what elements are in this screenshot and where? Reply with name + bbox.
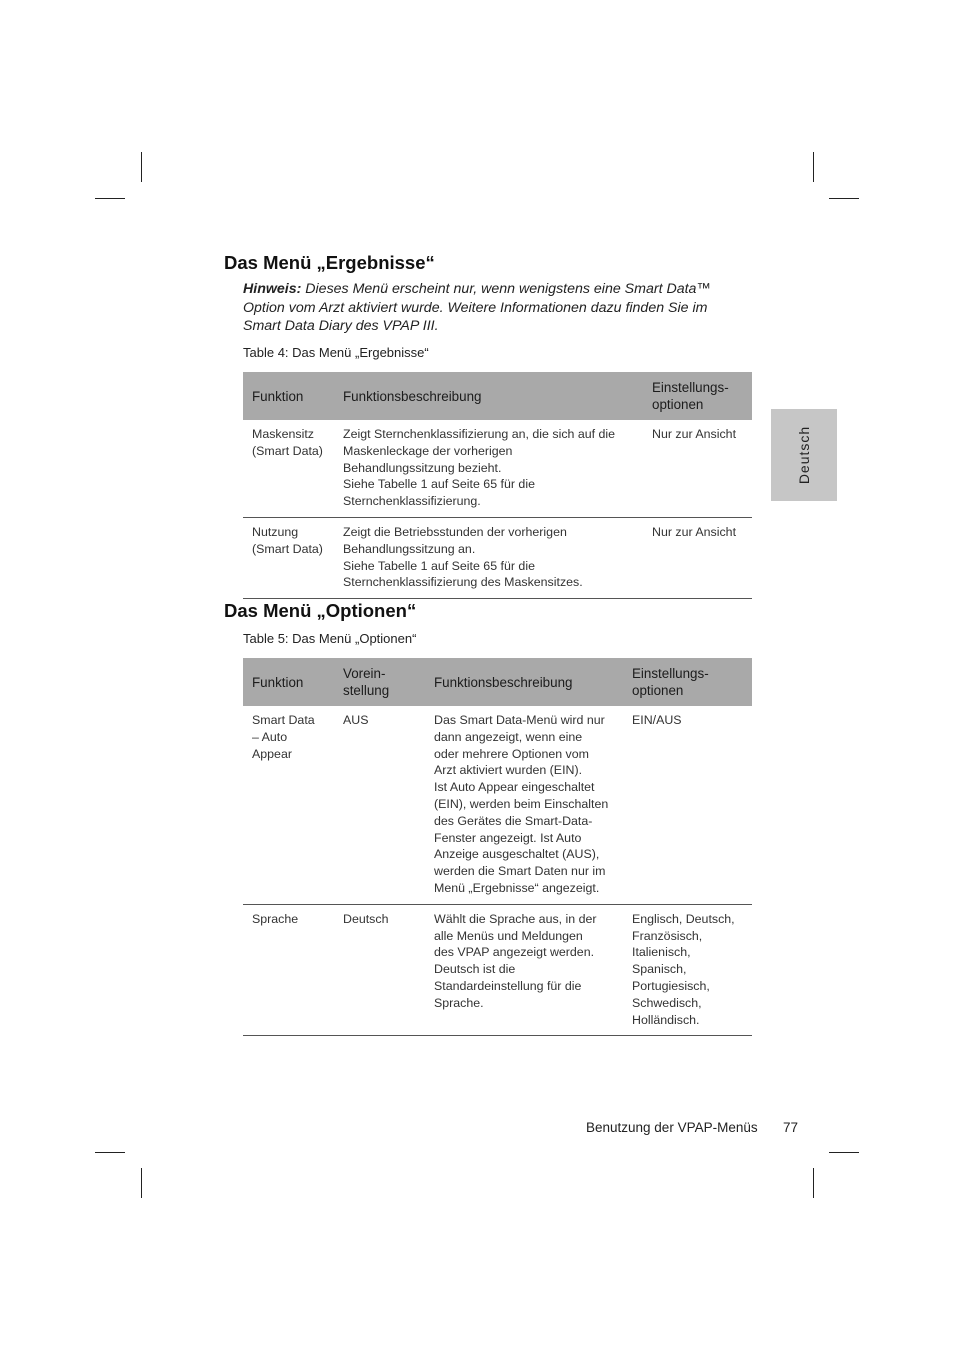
table-row (243, 706, 752, 904)
language-side-tab-label: Deutsch (796, 425, 812, 485)
table-cell: Smart Data – Auto Appear (252, 713, 315, 761)
crop-mark (141, 152, 142, 182)
table-cell: Nutzung (Smart Data) (252, 524, 323, 556)
table-cell: Englisch, Deutsch, Französisch, Italienisch, Spanisch, Portugiesisch, Schwedisch, Holländisch. (632, 911, 735, 1027)
column-header: Funktionsbeschreibung (334, 372, 643, 420)
table-cell: EIN/AUS (632, 713, 682, 727)
table-cell: Zeigt Sternchenklassifizierung an, die sich auf die Maskenleckage der vorherigen Behandlungssitzung bezieht. Siehe Tabelle 1 auf Seite 65 für die Sternchenklassifizierung. (343, 427, 616, 509)
footer-chapter-title: Benutzung der VPAP-Menüs (586, 1120, 758, 1135)
table-cell: Deutsch (343, 911, 389, 926)
table-cell: Zeigt die Betriebsstunden der vorherigen Behandlungssitzung an. Siehe Tabelle 1 auf Seite 65 für die Sternchenklassifizierung des Maskensitzes. (343, 524, 583, 590)
note-label: Hinweis: (243, 281, 302, 297)
crop-mark (813, 152, 814, 182)
column-header: Funktionsbeschreibung (425, 658, 623, 706)
section-heading-ergebnisse: Das Menü „Ergebnisse“ (224, 252, 435, 273)
crop-mark (95, 1152, 125, 1153)
column-header: Funktion (243, 658, 334, 706)
table-cell: Sprache (252, 911, 299, 926)
table-cell: Maskensitz (Smart Data) (252, 427, 323, 458)
crop-mark (829, 1152, 859, 1153)
crop-mark (95, 198, 125, 199)
column-header: Vorein- stellung (334, 658, 425, 706)
table-cell: Nur zur Ansicht (652, 427, 737, 441)
table-ergebnisse (243, 372, 752, 599)
table-caption-5: Table 5: Das Menü „Optionen“ (243, 631, 417, 646)
table-cell: AUS (343, 713, 369, 727)
page-number: 77 (783, 1120, 799, 1135)
table-row (243, 517, 752, 598)
table-optionen (243, 658, 752, 1036)
column-header: Einstellungs- optionen (623, 658, 752, 706)
note-paragraph (243, 280, 743, 336)
crop-mark (829, 198, 859, 199)
table-row (243, 420, 752, 517)
table-cell: Nur zur Ansicht (652, 524, 737, 539)
table-row (243, 904, 752, 1036)
table-caption-4: Table 4: Das Menü „Ergebnisse“ (243, 345, 429, 360)
section-heading-optionen: Das Menü „Optionen“ (224, 600, 417, 621)
table-cell: Wählt die Sprache aus, in der alle Menüs und Meldungen des VPAP angezeigt werden. Deutsch ist die Standardeinstellung für die Sprache. (434, 911, 597, 1010)
crop-mark (813, 1168, 814, 1198)
language-side-tab (771, 409, 837, 501)
table-cell: Das Smart Data-Menü wird nur dann angezeigt, wenn eine oder mehrere Optionen vom Arzt aktiviert wurden (EIN). Ist Auto Appear eingeschaltet (EIN), werden beim Einschalten des Gerätes die Smart-Data- Fenster angezeigt. Ist Auto Anzeige ausgeschaltet (AUS), werden die Smart Daten nur im Menü „Ergebnisse“ angezeigt. (434, 713, 609, 895)
column-header: Einstellungs- optionen (643, 372, 752, 420)
note-text: Dieses Menü erscheint nur, wenn wenigstens eine Smart Data™ Option vom Arzt aktiviert wurde. Weitere Informationen dazu finden Sie im Smart Data Diary des VPAP III. (243, 281, 711, 334)
column-header: Funktion (243, 372, 334, 420)
crop-mark (141, 1168, 142, 1198)
